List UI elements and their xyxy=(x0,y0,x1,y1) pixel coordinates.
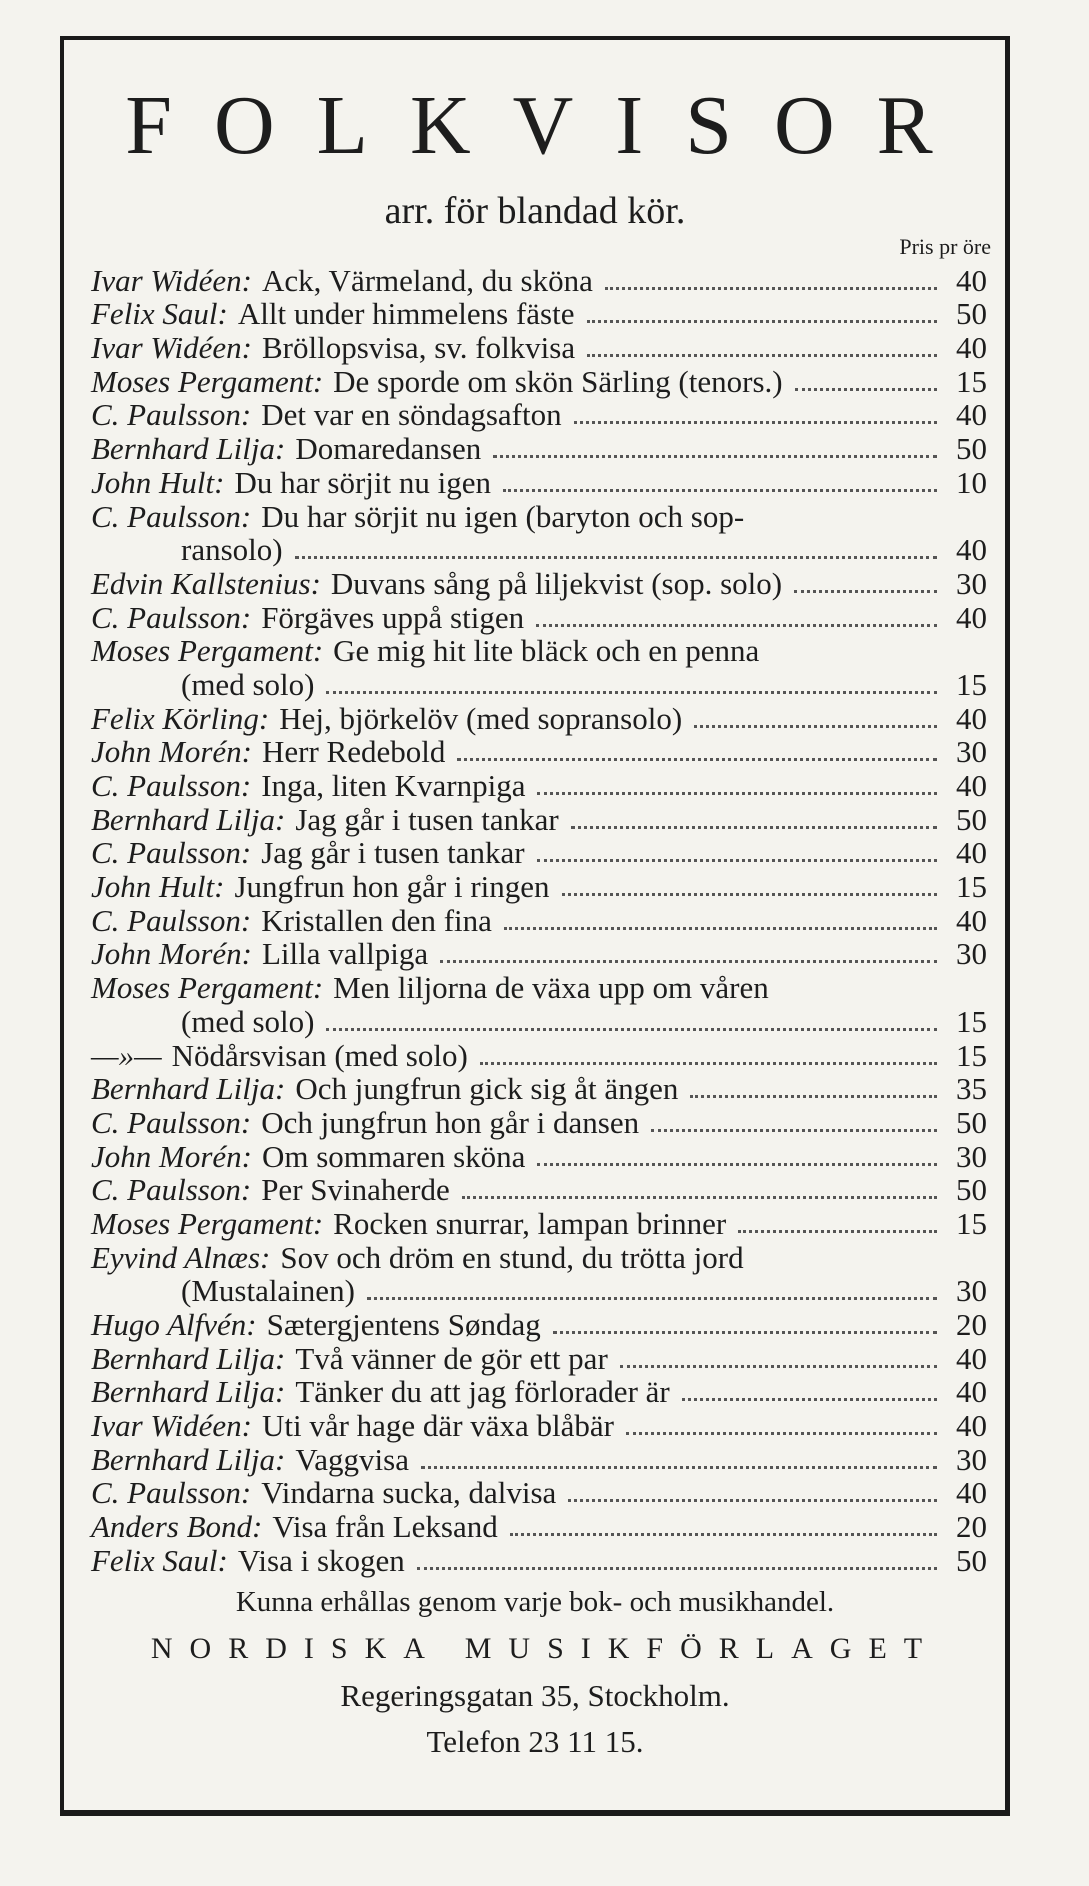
song-title: Du har sörjit nu igen xyxy=(234,464,492,500)
song-title: Lilla vallpiga xyxy=(261,936,429,972)
dot-leader xyxy=(587,354,937,357)
song-title: Inga, liten Kvarnpiga xyxy=(261,768,526,803)
song-title: Jag går i tusen tankar xyxy=(295,801,559,837)
dot-leader xyxy=(537,1163,937,1166)
song-price: 50 xyxy=(956,431,987,467)
availability-note: Kunna erhållas genom varje bok- och musikhandel. xyxy=(235,1586,835,1618)
dot-leader xyxy=(690,1095,937,1098)
song-title: Du har sörjit nu igen (baryton och sop- xyxy=(261,498,745,534)
song-price: 30 xyxy=(956,936,987,972)
song-price: 30 xyxy=(956,1273,987,1309)
song-title: Nödårsvisan (med solo) xyxy=(171,1037,468,1073)
publisher-name: NORDISKA MUSIKFÖRLAGET xyxy=(150,1632,940,1665)
song-entry xyxy=(91,835,987,869)
page-title: FOLKVISOR xyxy=(125,79,975,172)
dot-leader xyxy=(510,1533,937,1536)
song-entry xyxy=(91,1104,987,1138)
song-title: Domaredansen xyxy=(295,431,482,467)
composer-name: John Morén: xyxy=(91,734,252,770)
composer-name: C. Paulsson: xyxy=(91,1172,252,1208)
song-price: 40 xyxy=(956,835,987,871)
composer-name: —»— xyxy=(91,1037,162,1073)
song-title: Två vänner de gör ett par xyxy=(295,1340,608,1376)
composer-name: C. Paulsson: xyxy=(91,768,252,803)
composer-name: Hugo Alfvén: xyxy=(91,1307,257,1342)
dot-leader xyxy=(682,1398,937,1401)
song-price: 15 xyxy=(956,869,987,905)
dot-leader xyxy=(440,960,937,963)
song-price: 15 xyxy=(956,1037,987,1073)
song-entry xyxy=(91,868,987,905)
song-price: 50 xyxy=(956,801,987,837)
publisher-address: Regeringsgatan 35, Stockholm. xyxy=(340,1678,730,1713)
song-entry xyxy=(91,1071,987,1105)
publisher-phone: Telefon 23 11 15. xyxy=(426,1724,644,1759)
song-price: 50 xyxy=(956,296,987,332)
song-price: 40 xyxy=(956,330,987,366)
song-entry xyxy=(91,430,987,467)
song-entry xyxy=(91,633,987,667)
price-column-header: Pris pr öre xyxy=(899,234,991,259)
dot-leader xyxy=(553,1331,937,1334)
song-price: 40 xyxy=(956,397,987,433)
song-entry xyxy=(91,1374,987,1408)
song-price: 15 xyxy=(956,1003,987,1039)
song-price: 40 xyxy=(956,1475,987,1511)
song-title: Duvans sång på liljekvist (sop. solo) xyxy=(330,565,783,601)
song-price: 15 xyxy=(956,363,987,399)
composer-name: C. Paulsson: xyxy=(91,599,252,635)
dot-leader xyxy=(626,1432,937,1435)
composer-name: Bernhard Lilja: xyxy=(91,1340,286,1376)
composer-name: Moses Pergament: xyxy=(91,363,324,399)
composer-name: John Hult: xyxy=(91,869,225,905)
song-price: 35 xyxy=(956,1071,987,1107)
dot-leader xyxy=(480,1062,937,1065)
song-price: 30 xyxy=(956,1138,987,1174)
dot-leader xyxy=(326,691,937,694)
dot-leader xyxy=(537,859,937,862)
composer-name: C. Paulsson: xyxy=(91,498,252,534)
song-entry-continuation xyxy=(91,532,987,566)
song-entry xyxy=(91,700,987,734)
song-entry xyxy=(91,1138,987,1172)
song-entry xyxy=(91,1239,987,1273)
song-entry xyxy=(91,1205,987,1239)
song-title: Om sommaren sköna xyxy=(261,1138,526,1174)
composer-name: John Hult: xyxy=(91,464,225,500)
song-entry xyxy=(91,1542,987,1576)
composer-name: Moses Pergament: xyxy=(91,1205,324,1241)
dot-leader xyxy=(493,455,937,458)
dot-leader xyxy=(367,1297,937,1300)
song-entry xyxy=(91,1407,987,1444)
song-price: 40 xyxy=(956,1408,987,1444)
dot-leader xyxy=(571,826,937,829)
composer-name: Ivar Widéen: xyxy=(91,262,252,298)
song-title-continuation: (med solo) xyxy=(181,1003,315,1039)
dot-leader xyxy=(295,556,937,559)
composer-name: Bernhard Lilja: xyxy=(91,431,286,467)
song-price: 20 xyxy=(956,1307,987,1342)
song-entry xyxy=(91,936,987,970)
song-title: Kristallen den fina xyxy=(261,902,492,938)
composer-name: Eyvind Alnæs: xyxy=(91,1239,271,1275)
composer-name: Felix Saul: xyxy=(91,296,228,332)
song-entry xyxy=(91,262,987,296)
song-price: 10 xyxy=(956,464,987,500)
song-entry xyxy=(91,801,987,835)
dot-leader xyxy=(504,927,937,930)
song-entry xyxy=(91,1441,987,1475)
song-price: 40 xyxy=(956,599,987,635)
song-title: Vaggvisa xyxy=(295,1441,409,1477)
song-entry xyxy=(91,1037,987,1071)
song-title: Och jungfrun gick sig åt ängen xyxy=(295,1071,679,1107)
dot-leader xyxy=(738,1230,937,1233)
subtitle: arr. för blandad kör. xyxy=(384,190,686,232)
song-price: 50 xyxy=(956,1542,987,1578)
song-entry xyxy=(91,498,987,532)
song-entry xyxy=(91,1508,987,1545)
song-entry xyxy=(91,464,987,498)
song-entry xyxy=(91,599,987,633)
song-price: 50 xyxy=(956,1104,987,1140)
dot-leader xyxy=(417,1567,937,1570)
song-price: 40 xyxy=(956,700,987,736)
song-title: Sov och dröm en stund, du trötta jord xyxy=(280,1239,744,1275)
dot-leader xyxy=(794,590,937,593)
song-price: 30 xyxy=(956,565,987,601)
composer-name: Bernhard Lilja: xyxy=(91,1071,286,1107)
song-list xyxy=(91,262,987,1576)
composer-name: C. Paulsson: xyxy=(91,397,252,433)
song-price: 15 xyxy=(956,666,987,702)
song-title: Det var en söndagsafton xyxy=(261,397,562,433)
song-entry xyxy=(91,1475,987,1509)
song-title: Herr Redebold xyxy=(261,734,446,770)
dot-leader xyxy=(605,287,937,290)
composer-name: Bernhard Lilja: xyxy=(91,1441,286,1477)
song-title: Hej, björkelöv (med sopransolo) xyxy=(279,700,683,736)
song-price: 50 xyxy=(956,1172,987,1208)
composer-name: C. Paulsson: xyxy=(91,902,252,938)
song-entry xyxy=(91,734,987,768)
song-entry xyxy=(91,1306,987,1340)
song-entry xyxy=(91,363,987,397)
song-title-continuation: ransolo) xyxy=(181,532,283,568)
composer-name: Bernhard Lilja: xyxy=(91,1374,286,1410)
song-price: 40 xyxy=(956,262,987,298)
song-entry-continuation xyxy=(91,1003,987,1037)
song-title: De sporde om skön Särling (tenors.) xyxy=(333,363,783,399)
song-entry-continuation xyxy=(91,666,987,700)
song-entry xyxy=(91,969,987,1006)
song-title-continuation: (med solo) xyxy=(181,666,315,702)
song-entry xyxy=(91,1172,987,1206)
song-title: Rocken snurrar, lampan brinner xyxy=(333,1205,727,1241)
composer-name: C. Paulsson: xyxy=(91,1475,252,1511)
dot-leader xyxy=(694,725,937,728)
song-title: Jungfrun hon går i ringen xyxy=(234,869,550,905)
composer-name: Edvin Kallstenius: xyxy=(91,565,321,601)
song-title: Förgäves uppå stigen xyxy=(261,599,525,635)
song-title-continuation: (Mustalainen) xyxy=(181,1273,355,1309)
composer-name: Felix Körling: xyxy=(91,700,270,736)
composer-name: Moses Pergament: xyxy=(91,970,324,1006)
song-title: Visa i skogen xyxy=(237,1542,405,1578)
dot-leader xyxy=(536,624,937,627)
song-price: 40 xyxy=(956,1340,987,1376)
song-entry xyxy=(91,902,987,936)
song-entry xyxy=(91,397,987,431)
song-price: 20 xyxy=(956,1509,987,1545)
dot-leader xyxy=(568,1499,937,1502)
song-title: Tänker du att jag förlorader är xyxy=(295,1374,670,1410)
dot-leader xyxy=(326,1028,937,1031)
song-entry xyxy=(91,565,987,599)
song-title: Ack, Värmeland, du sköna xyxy=(261,262,593,298)
song-title: Uti vår hage där växa blåbär xyxy=(261,1408,614,1444)
song-price: 40 xyxy=(956,768,987,803)
song-entry xyxy=(91,1340,987,1374)
composer-name: Moses Pergament: xyxy=(91,633,324,669)
song-price: 40 xyxy=(956,532,987,568)
composer-name: John Morén: xyxy=(91,936,252,972)
dot-leader xyxy=(562,893,937,896)
song-title: Men liljorna de växa upp om våren xyxy=(333,970,769,1006)
song-title: Ge mig hit lite bläck och en penna xyxy=(333,633,760,669)
song-entry xyxy=(91,296,987,330)
dot-leader xyxy=(795,388,937,391)
dot-leader xyxy=(503,489,937,492)
dot-leader xyxy=(587,320,938,323)
song-price: 30 xyxy=(956,734,987,770)
composer-name: John Morén: xyxy=(91,1138,252,1174)
song-title: Per Svinaherde xyxy=(261,1172,450,1208)
composer-name: Felix Saul: xyxy=(91,1542,228,1578)
dot-leader xyxy=(574,421,937,424)
song-price: 30 xyxy=(956,1441,987,1477)
song-price: 40 xyxy=(956,1374,987,1410)
song-entry xyxy=(91,329,987,366)
dot-leader xyxy=(462,1196,937,1199)
song-entry xyxy=(91,767,987,801)
song-title: Allt under himmelens fäste xyxy=(237,296,575,332)
song-title: Jag går i tusen tankar xyxy=(261,835,525,871)
song-title: Visa från Leksand xyxy=(272,1509,498,1545)
composer-name: C. Paulsson: xyxy=(91,835,252,871)
song-title: Bröllopsvisa, sv. folkvisa xyxy=(261,330,576,366)
song-title: Sætergjentens Søndag xyxy=(266,1307,541,1342)
composer-name: C. Paulsson: xyxy=(91,1104,252,1140)
song-price: 15 xyxy=(956,1205,987,1241)
song-price: 40 xyxy=(956,902,987,938)
song-entry-continuation xyxy=(91,1273,987,1307)
song-title: Vindarna sucka, dalvisa xyxy=(261,1475,557,1511)
dot-leader xyxy=(537,792,937,795)
dot-leader xyxy=(421,1466,937,1469)
composer-name: Bernhard Lilja: xyxy=(91,801,286,837)
dot-leader xyxy=(651,1129,937,1132)
dot-leader xyxy=(620,1365,937,1368)
song-title: Och jungfrun hon går i dansen xyxy=(261,1104,640,1140)
composer-name: Ivar Widéen: xyxy=(91,1408,252,1444)
dot-leader xyxy=(457,758,937,761)
composer-name: Ivar Widéen: xyxy=(91,330,252,366)
composer-name: Anders Bond: xyxy=(91,1509,263,1545)
